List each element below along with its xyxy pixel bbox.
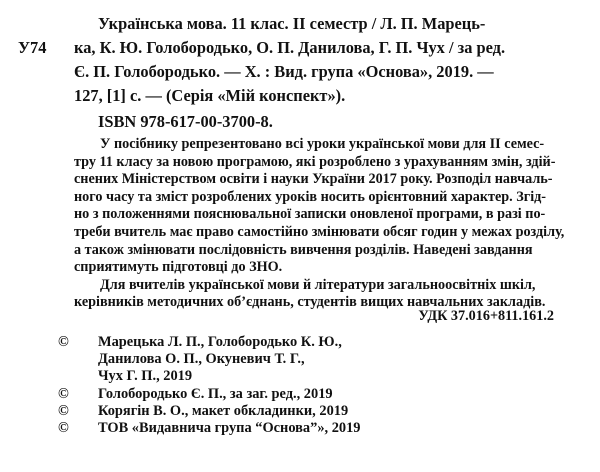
catalog-line-1: Українська мова. 11 клас. II семестр / Л. П. Марець- — [98, 14, 486, 33]
copyright-line: Корягін В. О., макет обкладинки, 2019 — [98, 402, 349, 419]
catalog-record — [98, 12, 485, 36]
catalog-line-3: Є. П. Голобородько. — Х. : Вид. група «Основа», 2019. — — [74, 62, 494, 81]
copyright-line: Марецька Л. П., Голобородько К. Ю., — [98, 334, 342, 350]
audience-line: Для вчителів української мови й літератури загальноосвітніх шкіл, — [100, 276, 536, 293]
copyright-line: Голобородько Є. П., за заг. ред., 2019 — [98, 385, 333, 402]
annotation-line: треби вчитель має право самостійно змінювати обсяг годин у межах розділу, — [74, 223, 565, 240]
copyright-entry — [58, 403, 361, 420]
catalog-line-2: ка, К. Ю. Голобородько, О. П. Данилова, Г. П. Чух / за ред. — [74, 38, 506, 57]
catalog-record-rest — [74, 36, 505, 108]
copyright-entry — [58, 386, 361, 403]
copyright-symbol: © — [58, 420, 69, 437]
copyright-block — [58, 334, 361, 437]
audience-line: керівників методичних об’єднань, студентів вищих навчальних закладів. — [74, 294, 546, 311]
annotation-line: ного часу та зміст розроблених уроків носить орієнтовний характер. Згід- — [74, 188, 547, 205]
annotation — [74, 136, 564, 312]
annotation-line: снених Міністерством освіти і науки України 2017 року. Розподіл навчаль- — [74, 171, 553, 188]
copyright-line: ТОВ «Видавнича група “Основа”», 2019 — [98, 420, 361, 437]
annotation-line: тру 11 класу за новою програмою, які розроблено з урахуванням змін, здій- — [74, 153, 556, 170]
annotation-line: У посібнику репрезентовано всі уроки української мови для II семес- — [100, 136, 545, 152]
catalog-code: У74 — [18, 38, 47, 57]
copyright-entry — [58, 334, 361, 386]
copyright-symbol: © — [58, 402, 69, 419]
copyright-line: Данилова О. П., Окуневич Т. Г., — [98, 351, 305, 368]
copyright-line: Чух Г. П., 2019 — [98, 368, 193, 385]
annotation-line: но з положеннями пояснювальної записки оновленої програми, в разі по- — [74, 206, 546, 223]
annotation-line: а також змінювати послідовність вивчення розділів. Наведені завдання — [74, 241, 533, 258]
udc-code: УДК 37.016+811.161.2 — [418, 308, 554, 324]
isbn: ISBN 978-617-00-3700-8. — [98, 112, 273, 131]
copyright-symbol: © — [58, 334, 69, 350]
copyright-symbol: © — [58, 385, 69, 402]
annotation-line: сприятимуть підготовці до ЗНО. — [74, 259, 283, 276]
copyright-entry — [58, 420, 361, 437]
catalog-line-4: 127, [1] с. — (Серія «Мій конспект»). — [74, 86, 346, 105]
